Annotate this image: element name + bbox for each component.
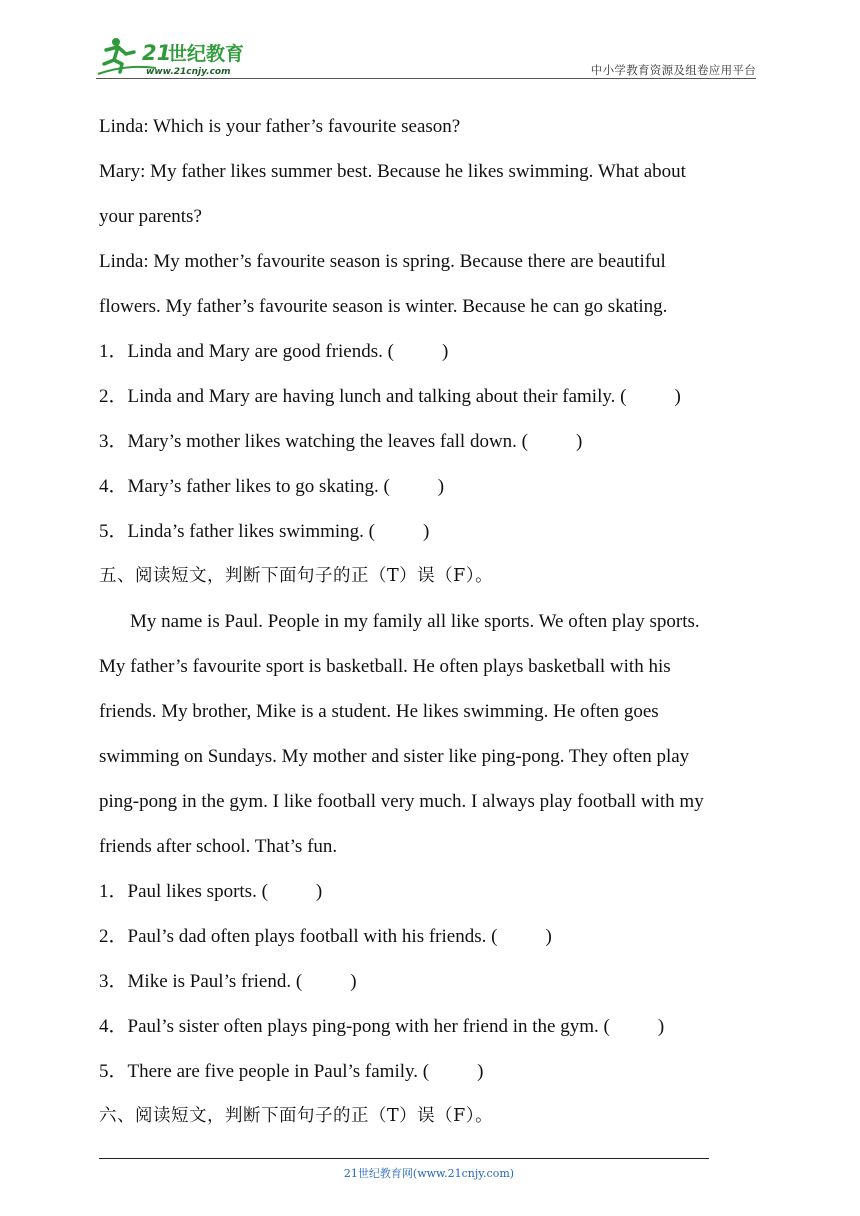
question-item (99, 1004, 759, 1049)
question-item (99, 509, 759, 554)
brand-logo (96, 34, 266, 78)
page-header (96, 28, 756, 80)
dialogue-line: your parents? (99, 206, 202, 227)
question-number: 1． (99, 881, 128, 902)
question-number: 3． (99, 431, 128, 452)
question-text: Paul’s dad often plays football with his friends. ( (127, 926, 498, 947)
question-number: 4． (99, 476, 128, 497)
question-list-b (99, 869, 759, 1094)
passage-line: swimming on Sundays. My mother and sister like ping-pong. They often play (99, 746, 690, 767)
question-item (99, 464, 759, 509)
question-number: 2． (99, 386, 128, 407)
footer-divider (99, 1158, 709, 1159)
question-number: 5． (99, 1061, 128, 1082)
dialogue-block (99, 104, 759, 329)
svg-text:www.21cnjy.com: www.21cnjy.com (146, 67, 231, 77)
dialogue-line: Linda: My mother’s favourite season is spring. Because there are beautiful (99, 251, 666, 272)
paren-close: ) (437, 476, 445, 497)
svg-text:21: 21 (142, 41, 172, 65)
dialogue-line: Linda: Which is your father’s favourite season? (99, 116, 461, 137)
question-text: Mike is Paul’s friend. ( (127, 971, 303, 992)
paren-close: ) (423, 521, 430, 542)
question-item (99, 374, 759, 419)
passage-line: My name is Paul. People in my family all like sports. We often play sports. (130, 611, 700, 632)
question-text: Linda’s father likes swimming. ( (127, 521, 375, 542)
paren-close: ) (315, 881, 323, 902)
paren-close: ) (576, 431, 583, 452)
question-number: 3． (99, 971, 128, 992)
question-number: 1． (99, 341, 128, 362)
runner-logo-icon (96, 34, 266, 78)
question-item (99, 329, 759, 374)
question-item (99, 419, 759, 464)
question-text: Mary’s father likes to go skating. ( (127, 476, 390, 497)
question-item (99, 959, 759, 1004)
question-number: 2． (99, 926, 128, 947)
question-text: Linda and Mary are good friends. ( (127, 341, 394, 362)
paren-close: ) (441, 341, 449, 362)
question-text: Paul’s sister often plays ping-pong with her friend in the gym. ( (127, 1016, 610, 1037)
header-divider (96, 78, 756, 79)
paren-close: ) (350, 971, 357, 992)
passage-line: friends after school. That’s fun. (99, 836, 338, 857)
paren-close: ) (657, 1016, 665, 1037)
section-five-title: 五、阅读短文，判断下面句子的正（T）误（F）。 (99, 566, 494, 586)
reading-passage (99, 599, 759, 869)
document-body (99, 104, 759, 1139)
question-number: 5． (99, 521, 128, 542)
passage-line: ping-pong in the gym. I like football very much. I always play football with my (99, 791, 704, 812)
question-list-a (99, 329, 759, 554)
question-text: Linda and Mary are having lunch and talking about their family. ( (127, 386, 627, 407)
platform-tagline: 中小学教育资源及组卷应用平台 (590, 63, 756, 77)
passage-line: My father’s favourite sport is basketball. He often plays basketball with his (99, 656, 671, 677)
footer-link[interactable]: 21世纪教育网(www.21cnjy.com) (343, 1167, 515, 1180)
paren-close: ) (545, 926, 552, 947)
question-item (99, 914, 759, 959)
question-text: Paul likes sports. ( (127, 881, 268, 902)
question-item (99, 1049, 759, 1094)
section-six-title: 六、阅读短文，判断下面句子的正（T）误（F）。 (99, 1106, 494, 1126)
question-number: 4． (99, 1016, 128, 1037)
question-text: Mary’s mother likes watching the leaves fall down. ( (127, 431, 528, 452)
question-text: There are five people in Paul’s family. ( (127, 1061, 430, 1082)
passage-line: friends. My brother, Mike is a student. He likes swimming. He often goes (99, 701, 659, 722)
paren-close: ) (477, 1061, 484, 1082)
svg-text:世纪教育: 世纪教育 (168, 43, 245, 65)
dialogue-line: flowers. My father’s favourite season is winter. Because he can go skating. (99, 296, 668, 317)
question-item (99, 869, 759, 914)
paren-close: ) (674, 386, 681, 407)
dialogue-line: Mary: My father likes summer best. Because he likes swimming. What about (99, 161, 686, 182)
